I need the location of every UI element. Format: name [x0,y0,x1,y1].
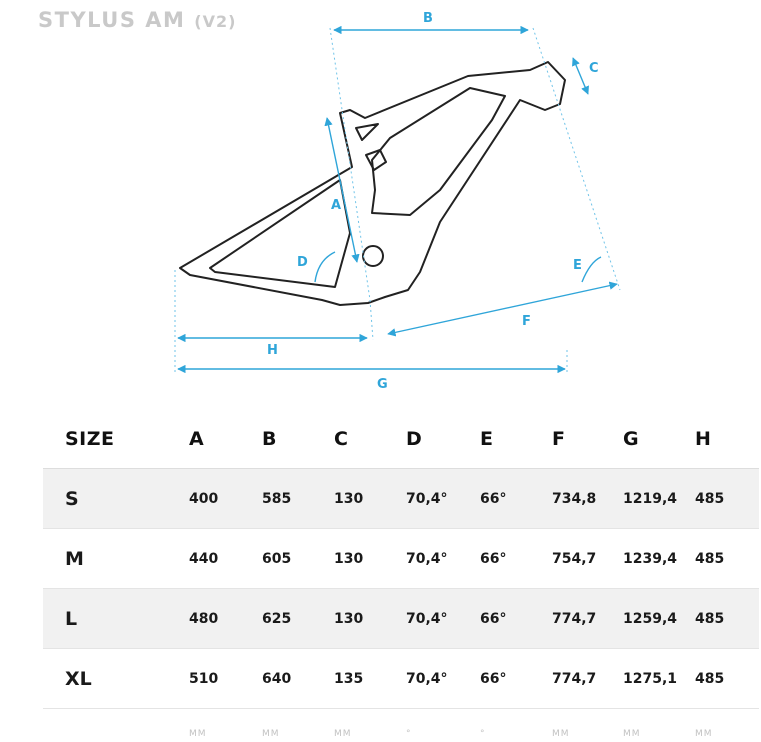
unit-size [43,709,189,742]
cell-c: 135 [334,649,406,709]
cell-f: 754,7 [552,529,623,589]
header-c: C [334,410,406,469]
cell-c: 130 [334,469,406,529]
cell-e: 66° [480,649,552,709]
label-B: B [423,11,433,26]
cell-h: 485 [695,469,759,529]
label-D: D [297,255,308,270]
cell-g: 1259,4 [623,589,695,649]
label-G: G [377,377,388,392]
label-F: F [522,314,531,329]
cell-g: 1219,4 [623,469,695,529]
table-row [43,589,759,649]
cell-b: 625 [262,589,334,649]
dimension-arrows [178,30,617,369]
cell-a: 480 [189,589,262,649]
cell-b: 640 [262,649,334,709]
cell-e: 66° [480,529,552,589]
cell-a: 400 [189,469,262,529]
bike-frame-outline [180,62,565,305]
table-row [43,469,759,529]
header-size: SIZE [43,410,189,469]
cell-h: 485 [695,589,759,649]
header-b: B [262,410,334,469]
header-e: E [480,410,552,469]
unit-e: ° [480,709,552,742]
cell-a: 440 [189,529,262,589]
cell-c: 130 [334,529,406,589]
size-cell: M [43,529,189,589]
table-row [43,649,759,709]
cell-f: 774,7 [552,589,623,649]
header-g: G [623,410,695,469]
cell-d: 70,4° [406,469,480,529]
table-header-row [43,410,759,469]
cell-g: 1275,1 [623,649,695,709]
cell-c: 130 [334,589,406,649]
unit-b: MM [262,709,334,742]
unit-c: MM [334,709,406,742]
model-version: (V2) [194,12,236,31]
header-d: D [406,410,480,469]
size-cell: L [43,589,189,649]
table-row [43,529,759,589]
header-f: F [552,410,623,469]
size-cell: XL [43,649,189,709]
cell-e: 66° [480,469,552,529]
unit-g: MM [623,709,695,742]
label-A: A [331,198,341,213]
cell-d: 70,4° [406,589,480,649]
cell-b: 585 [262,469,334,529]
units-row [43,709,759,742]
cell-g: 1239,4 [623,529,695,589]
cell-f: 774,7 [552,649,623,709]
cell-e: 66° [480,589,552,649]
dimension-guides [175,28,620,372]
model-name: STYLUS AM [38,8,185,32]
geometry-table [43,410,759,742]
cell-a: 510 [189,649,262,709]
cell-f: 734,8 [552,469,623,529]
cell-d: 70,4° [406,529,480,589]
label-E: E [573,258,582,273]
cell-h: 485 [695,529,759,589]
header-a: A [189,410,262,469]
header-h: H [695,410,759,469]
cell-b: 605 [262,529,334,589]
label-C: C [589,61,599,76]
unit-d: ° [406,709,480,742]
unit-a: MM [189,709,262,742]
cell-d: 70,4° [406,649,480,709]
label-H: H [267,343,278,358]
cell-h: 485 [695,649,759,709]
unit-f: MM [552,709,623,742]
unit-h: MM [695,709,759,742]
size-cell: S [43,469,189,529]
